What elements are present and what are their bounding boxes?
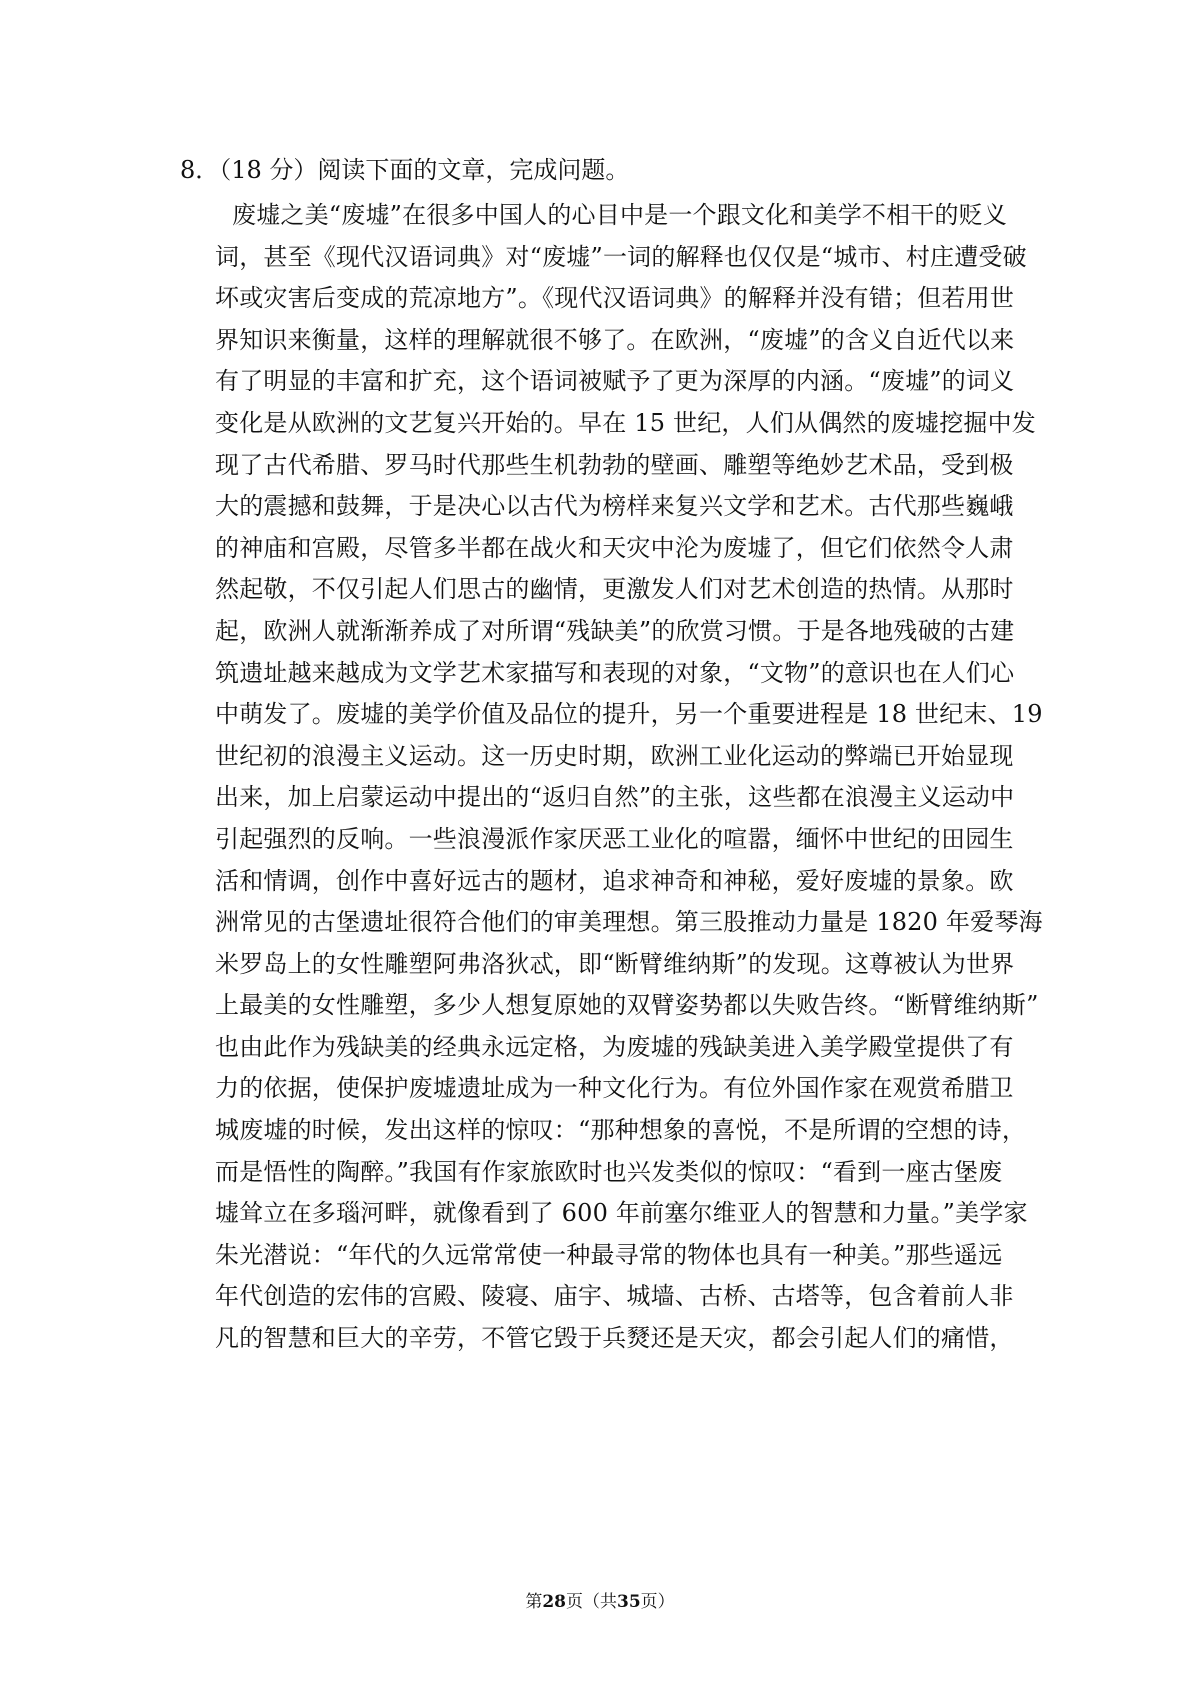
passage-line: 年代创造的宏伟的宫殿、陵寝、庙宇、城墙、古桥、古塔等，包含着前人非 [215,1282,1014,1311]
passage-line: 力的依据，使保护废墟遗址成为一种文化行为。有位外国作家在观赏希腊卫 [215,1074,1014,1103]
passage-line: 朱光潜说：“年代的久远常常使一种最寻常的物体也具有一种美。”那些遥远 [215,1240,1003,1269]
passage-line: 筑遗址越来越成为文学艺术家描写和表现的对象，“文物”的意识也在人们心 [215,658,1015,687]
footer-middle: 页（共 [566,1592,617,1612]
passage-line: 出来，加上启蒙运动中提出的“返归自然”的主张，这些都在浪漫主义运动中 [215,783,1015,812]
passage-line: 有了明显的丰富和扩充，这个语词被赋予了更为深厚的内涵。“废墟”的词义 [215,367,1015,396]
passage-line: 废墟之美“废墟”在很多中国人的心目中是一个跟文化和美学不相干的贬义 [232,201,1008,229]
passage-line: 凡的智慧和巨大的辛劳，不管它毁于兵燹还是天灾，都会引起人们的痛惜， [215,1324,1014,1353]
passage [215,195,1045,1360]
passage-line: 现了古代希腊、罗马时代那些生机勃勃的壁画、雕塑等绝妙艺术品，受到极 [215,450,1014,479]
passage-line: 米罗岛上的女性雕塑阿弗洛狄忒，即“断臂维纳斯”的发现。这尊被认为世界 [215,949,1015,978]
passage-line: 起，欧洲人就渐渐养成了对所谓“残缺美”的欣赏习惯。于是各地残破的古建 [215,616,1015,645]
footer-prefix: 第 [525,1592,543,1612]
passage-line: 中萌发了。废墟的美学价值及品位的提升，另一个重要进程是 18 世纪末、19 [215,700,1043,729]
passage-line: 引起强烈的反响。一些浪漫派作家厌恶工业化的喧嚣，缅怀中世纪的田园生 [215,824,1014,853]
passage-line: 界知识来衡量，这样的理解就很不够了。在欧洲，“废墟”的含义自近代以来 [215,325,1015,354]
passage-line: 大的震撼和鼓舞，于是决心以古代为榜样来复兴文学和艺术。古代那些巍峨 [215,492,1014,521]
passage-line: 上最美的女性雕塑，多少人想复原她的双臂姿势都以失败告终。“断臂维纳斯” [215,991,1039,1020]
passage-line: 也由此作为残缺美的经典永远定格，为废墟的残缺美进入美学殿堂提供了有 [215,1032,1014,1061]
page-footer [0,1590,1200,1614]
passage-line: 的神庙和宫殿，尽管多半都在战火和天灾中沦为废墟了，但它们依然令人肃 [215,533,1014,562]
passage-line: 墟耸立在多瑙河畔，就像看到了 600 年前塞尔维亚人的智慧和力量。”美学家 [215,1199,1028,1228]
passage-line: 世纪初的浪漫主义运动。这一历史时期，欧洲工业化运动的弊端已开始显现 [215,741,1014,770]
total-pages: 35 [617,1592,641,1612]
passage-line: 洲常见的古堡遗址很符合他们的审美理想。第三股推动力量是 1820 年爱琴海 [215,908,1043,937]
question-heading: 8．（18 分）阅读下面的文章，完成问题。 [180,156,630,184]
passage-line: 坏或灾害后变成的荒凉地方”。《现代汉语词典》的解释并没有错；但若用世 [215,284,1015,313]
passage-line: 而是悟性的陶醉。”我国有作家旅欧时也兴发类似的惊叹：“看到一座古堡废 [215,1157,1003,1186]
page-number: 28 [542,1592,566,1612]
passage-line: 词，甚至《现代汉语词典》对“废墟”一词的解释也仅仅是“城市、村庄遭受破 [215,242,1027,271]
passage-line: 变化是从欧洲的文艺复兴开始的。早在 15 世纪，人们从偶然的废墟挖掘中发 [215,408,1036,437]
passage-line: 然起敬，不仅引起人们思古的幽情，更激发人们对艺术创造的热情。从那时 [215,575,1014,604]
footer-suffix: 页） [640,1592,675,1612]
passage-line: 城废墟的时候，发出这样的惊叹：“那种想象的喜悦，不是所谓的空想的诗， [215,1116,1027,1145]
passage-line: 活和情调，创作中喜好远古的题材，追求神奇和神秘，爱好废墟的景象。欧 [215,866,1014,895]
